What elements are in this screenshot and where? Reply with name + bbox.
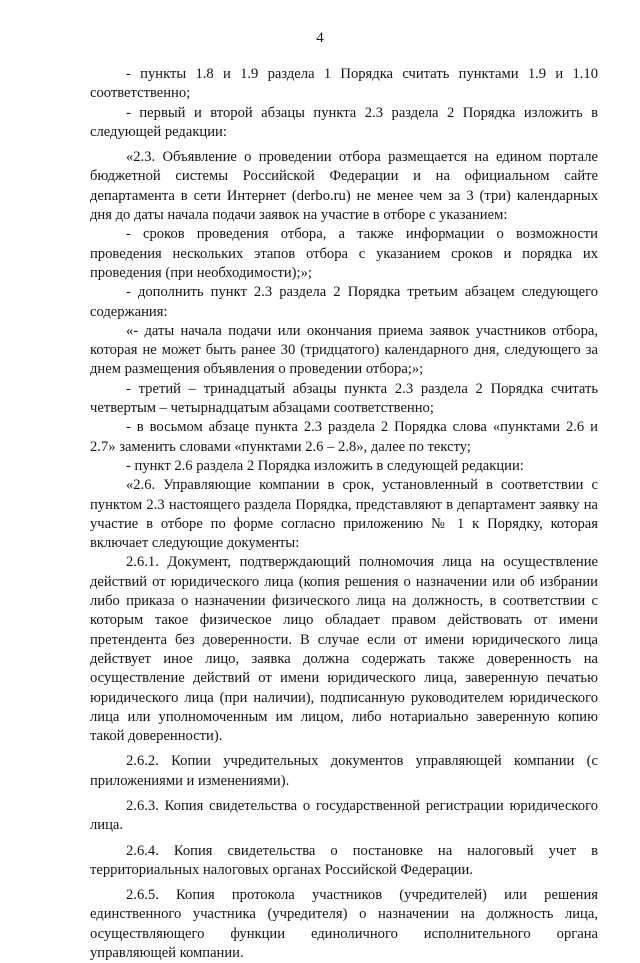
paragraph: - пункт 2.6 раздела 2 Порядка изложить в следующей редакции:: [126, 457, 524, 474]
paragraph: - в восьмом абзаце пункта 2.3 раздела 2 Порядка слова «пунктами 2.6 и 2.7» заменить словами «пунктами 2.6 – 2.8», далее по тексту;: [90, 419, 598, 455]
paragraph: 2.6.3. Копия свидетельства о государственной регистрации юридического лица.: [90, 797, 598, 834]
paragraph: «- даты начала подачи или окончания приема заявок участников отбора, которая не может быть ранее 30 (тридцатого) календарного дня, следующего за днем размещения объявления о проведении отбора;»;: [90, 322, 598, 378]
paragraph: - пункты 1.8 и 1.9 раздела 1 Порядка считать пунктами 1.9 и 1.10 соответственно;: [90, 66, 598, 102]
document-body: [90, 65, 598, 963]
paragraph: - первый и второй абзацы пункта 2.3 раздела 2 Порядка изложить в следующей редакции:: [90, 104, 598, 140]
paragraph: 2.6.5. Копия протокола участников (учредителей) или решения единственного участника (учредителя) о назначении на должность лица, осуществляющего функции единоличного исполнительного органа управляющей компании.: [90, 887, 598, 962]
paragraph: 2.6.1. Документ, подтверждающий полномочия лица на осуществление действий от юридического лица (копия решения о назначении или об избрании либо приказа о назначении физического лица на должность, в соответствии с которым такое физическое лицо обладает правом действовать от имени претендента без доверенности. В случае если от имени юридического лица действует иное лицо, заявка должна содержать также доверенность на осуществление действий от имени юридического лица, заверенную печатью юридического лица (при наличии), подписанную руководителем юридического лица или уполномоченным им лицом, либо нотариально заверенную копию такой доверенности).: [90, 554, 598, 745]
paragraph: - сроков проведения отбора, а также информации о возможности проведения нескольких этапов отбора с указанием сроков и порядка их проведения (при необходимости);»;: [90, 226, 598, 281]
paragraph: 2.6.4. Копия свидетельства о постановке на налоговый учет в территориальных налоговых органах Российской Федерации.: [90, 842, 598, 878]
paragraph: «2.6. Управляющие компании в срок, установленный в соответствии с пунктом 2.3 настоящего раздела Порядка, представляют в департамент заявку на участие в отборе по форме согласно приложению № 1 к Порядку, которая включает следующие документы:: [90, 477, 598, 552]
page-number: 4: [316, 30, 324, 46]
paragraph: - третий – тринадцатый абзацы пункта 2.3 раздела 2 Порядка считать четвертым – четырнадцатым абзацами соответственно;: [90, 380, 598, 417]
paragraph: - дополнить пункт 2.3 раздела 2 Порядка третьим абзацем следующего содержания:: [90, 284, 598, 320]
paragraph: «2.3. Объявление о проведении отбора размещается на едином портале бюджетной системы Российской Федерации и на официальном сайте департамента в сети Интернет (derbo.ru) не менее чем за 3 (три) календарных дня до даты начала подачи заявок на участие в отборе с указанием:: [90, 149, 598, 224]
paragraph: 2.6.2. Копии учредительных документов управляющей компании (с приложениями и изменениями).: [90, 753, 598, 789]
